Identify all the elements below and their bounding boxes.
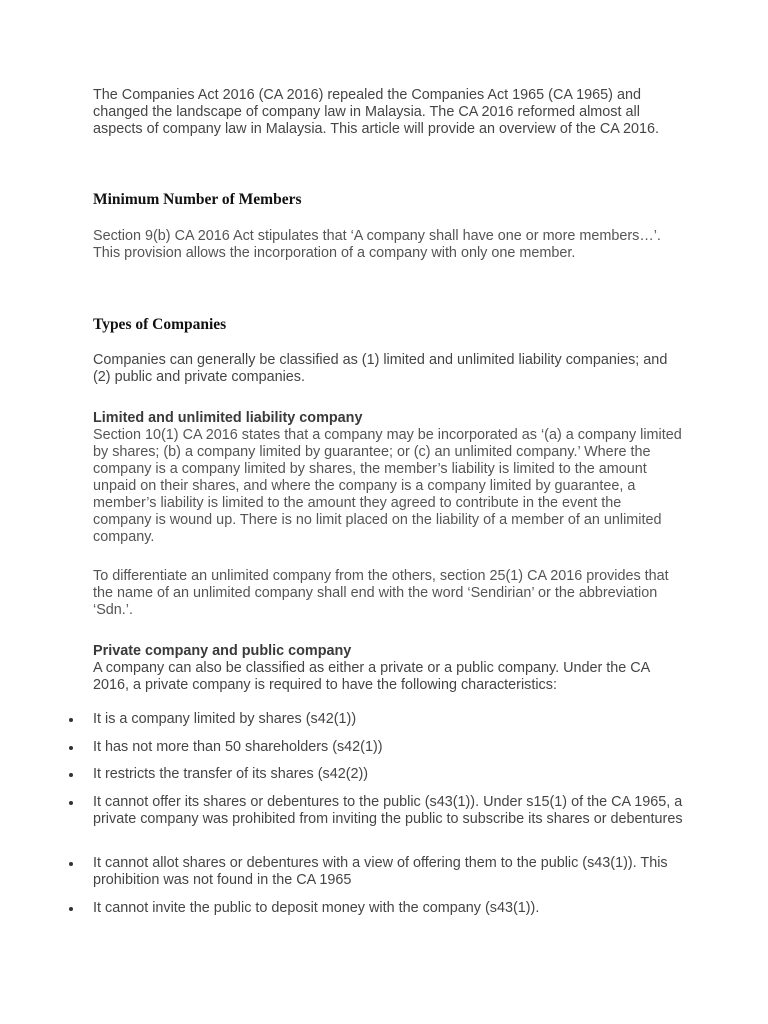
list-item-text: It cannot allot shares or debentures with a view of offering them to the public (s43(1)). This prohibition was not found in the CA 1965 [93, 855, 668, 888]
list-item-text: It cannot invite the public to deposit money with the company (s43(1)). [93, 900, 540, 916]
limited-liability-paragraph: Section 10(1) CA 2016 states that a company may be incorporated as ‘(a) a company limited by shares; (b) a company limited by guarantee; or (c) an unlimited company.’ Where the company is a company limited by shares, the member’s liability is limited to the amount unpaid on their shares, and where the company is a company limited by guarantee, a member’s liability is limited to the amount they agreed to contribute in the event the company is wound up. There is no limit placed on the liability of a member of an unlimited company. [93, 427, 682, 545]
private-public-block [93, 643, 683, 694]
bullet-icon [69, 862, 73, 866]
list-item-text: It has not more than 50 shareholders (s42(1)) [93, 739, 383, 755]
list-item-text: It cannot offer its shares or debentures to the public (s43(1)). Under s15(1) of the CA 1965, a private company was prohibited from inviting the public to subscribe its shares or debentures [93, 794, 683, 827]
bullet-icon [69, 801, 73, 805]
list-item [93, 766, 683, 783]
list-item [93, 855, 683, 889]
private-public-paragraph: A company can also be classified as either a private or a public company. Under the CA 2016, a private company is required to have the following characteristics: [93, 660, 650, 693]
subheading-limited-liability: Limited and unlimited liability company [93, 410, 363, 426]
bullet-icon [69, 907, 73, 911]
list-item-text: It restricts the transfer of its shares (s42(2)) [93, 766, 369, 782]
list-item [93, 739, 683, 756]
types-intro-paragraph: Companies can generally be classified as (1) limited and unlimited liability companies; and (2) public and private companies. [93, 352, 668, 385]
heading-types-of-companies: Types of Companies [93, 316, 227, 333]
heading-minimum-members: Minimum Number of Members [93, 191, 302, 208]
list-item [93, 900, 683, 917]
intro-paragraph: The Companies Act 2016 (CA 2016) repealed the Companies Act 1965 (CA 1965) and changed the landscape of company law in Malaysia. The CA 2016 reformed almost all aspects of company law in Malaysia. This article will provide an overview of the CA 2016. [93, 87, 660, 137]
unlimited-company-paragraph: To differentiate an unlimited company from the others, section 25(1) CA 2016 provides that the name of an unlimited company shall end with the word ‘Sendirian’ or the abbreviation ‘Sdn.’. [93, 568, 669, 618]
bullet-icon [69, 746, 73, 750]
list-item-text: It is a company limited by shares (s42(1)) [93, 711, 357, 727]
list-item [93, 794, 683, 828]
bullet-icon [69, 718, 73, 722]
list-item [93, 711, 683, 728]
bullet-icon [69, 773, 73, 777]
limited-liability-block [93, 410, 683, 546]
members-paragraph: Section 9(b) CA 2016 Act stipulates that ‘A company shall have one or more members…’. This provision allows the incorporation of a company with only one member. [93, 228, 661, 261]
subheading-private-public: Private company and public company [93, 643, 352, 659]
